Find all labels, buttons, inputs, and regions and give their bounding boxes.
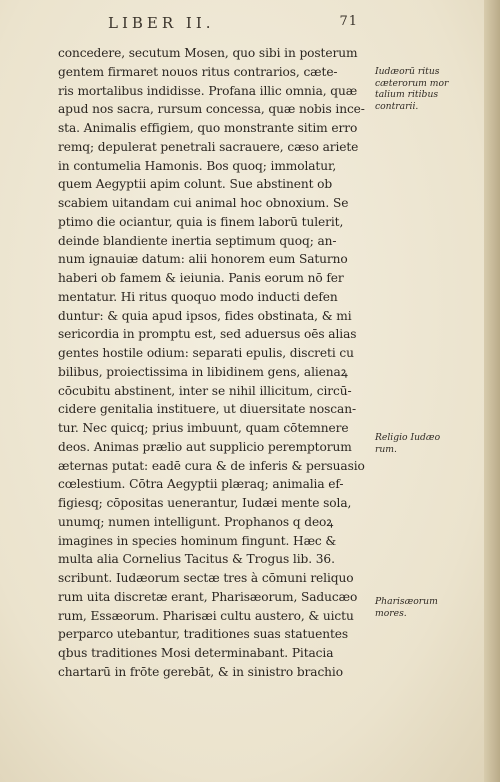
text-line: deinde blandiente inertia septimum quoq; an- (58, 233, 337, 248)
text-line: bilibus, proiectissima in libidinem gens, alienaꝝ (58, 364, 348, 379)
text-line: rum, Essæorum. Pharisæi cultu austero, & uictu (58, 608, 354, 623)
text-line: scabiem uitandam cui animal hoc obnoxium. Se (58, 196, 349, 210)
text-line: cidere genitalia instituere, ut diuersitate noscan- (58, 402, 356, 417)
text-line: tur. Nec quicq; prius imbuunt, quam cōtemnere (58, 421, 349, 435)
text-line: in contumelia Hamonis. Bos quoq; immolatur, (58, 158, 337, 173)
margin-note-line: Iudæorū ritus (375, 66, 440, 77)
text-line: chartarū in frōte gerebāt, & in sinistro brachio (58, 664, 343, 679)
text-line: duntur: & quia apud ipsos, fides obstinata, & mi (58, 308, 352, 323)
text-line: quem Aegyptii apim colunt. Sue abstinent ob (58, 177, 333, 192)
text-line: qbus traditiones Mosi determinabant. Pitacia (58, 646, 334, 660)
text-line: concedere, secutum Mosen, quo sibi in posterum (58, 46, 358, 60)
text-line: num ignauiæ datum: alii honorem eum Saturno (58, 252, 348, 267)
text-line: ris mortalibus indidisse. Profana illic omnia, quæ (58, 83, 358, 98)
text-line: ptimo die ociantur, quia is finem laborū tulerit, (58, 214, 344, 229)
text-line: unumq; numen intelligunt. Prophanos q deoꝝ (58, 514, 334, 529)
margin-note-line: Pharisæorum (375, 596, 438, 607)
text-line: cœlestium. Cōtra Aegyptii plæraq; animalia ef- (58, 477, 344, 492)
text-line: deos. Animas prælio aut supplicio peremptorum (58, 439, 352, 454)
text-line: sta. Animalis effigiem, quo monstrante sitim erro (58, 121, 358, 135)
text-line: haberi ob famem & ieiunia. Panis eorum nō fer (58, 271, 344, 285)
margin-note-line: cæterorum mor (375, 77, 449, 89)
body-text (58, 44, 373, 682)
margin-note-pharisee-customs (375, 596, 475, 619)
text-line: imagines in species hominum fingunt. Hæc & (58, 533, 337, 548)
running-title: LIBER II. (108, 14, 215, 32)
margin-note-line: talium ritibus (375, 89, 439, 100)
margin-note-jewish-religion (375, 432, 475, 455)
page-gutter (484, 0, 500, 782)
text-line: gentes hostile odium: separati epulis, discreti cu (58, 346, 354, 360)
text-line: apud nos sacra, rursum concessa, quæ nobis ince- (58, 102, 365, 117)
running-header (108, 14, 358, 32)
margin-note-jewish-rites (375, 66, 475, 112)
text-line: æternas putat: eadē cura & de inferis & persuasio (58, 458, 365, 473)
text-line: gentem firmaret nouos ritus contrarios, cæte- (58, 64, 338, 79)
margin-note-line: rum. (375, 443, 397, 455)
text-line: multa alia Cornelius Tacitus & Trogus lib. 36. (58, 552, 335, 567)
margin-note-line: mores. (375, 607, 407, 619)
margin-note-line: Religio Iudæo (375, 432, 441, 443)
margin-note-line: contrarii. (375, 100, 419, 112)
text-line: rum uita discretæ erant, Pharisæorum, Saducæo (58, 589, 358, 604)
text-line: perparco utebantur, traditiones suas statuentes (58, 627, 349, 642)
text-line: sericordia in promptu est, sed aduersus oēs alias (58, 327, 357, 342)
text-line: scribunt. Iudæorum sectæ tres à cōmuni reliquo (58, 571, 354, 585)
text-line: mentatur. Hi ritus quoquo modo inducti defen (58, 289, 338, 304)
page-number: 71 (339, 14, 358, 29)
text-line: figiesq; cōpositas uenerantur, Iudæi mente sola, (58, 496, 352, 510)
text-line: cōcubitu abstinent, inter se nihil illicitum, circū- (58, 383, 352, 398)
text-line: remq; depulerat penetrali sacrauere, cæso ariete (58, 139, 359, 154)
